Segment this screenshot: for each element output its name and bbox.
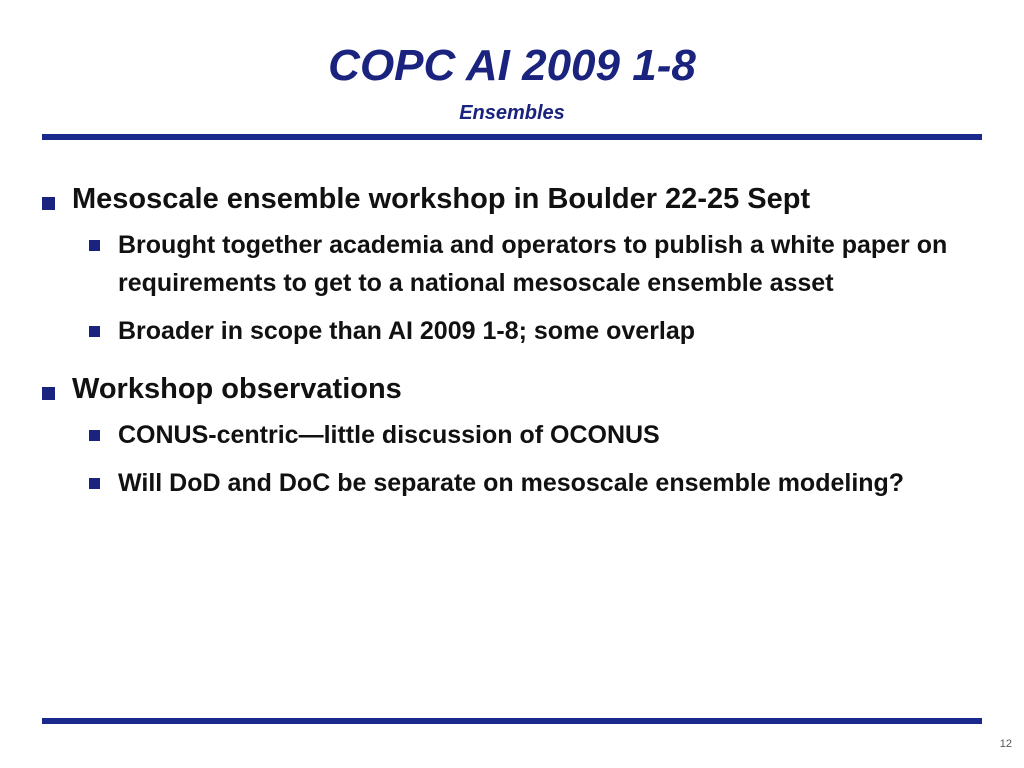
bullet-list: [40, 180, 970, 502]
bottom-divider: [42, 718, 982, 724]
page-number: 12: [999, 738, 1012, 750]
bullet-item: [40, 180, 970, 218]
slide-title: COPC AI 2009 1-8: [328, 41, 696, 90]
sub-bullet-item: [40, 226, 970, 302]
square-bullet-icon: [89, 326, 100, 337]
top-divider: [42, 134, 982, 140]
bullet-text: Workshop observations: [72, 373, 402, 405]
sub-bullet-text: Will DoD and DoC be separate on mesoscale ensemble modeling?: [118, 469, 905, 497]
sub-bullet-item: [40, 416, 970, 454]
square-bullet-icon: [42, 387, 55, 400]
square-bullet-icon: [89, 240, 100, 251]
square-bullet-icon: [89, 430, 100, 441]
square-bullet-icon: [42, 197, 55, 210]
sub-bullet-item: [40, 312, 970, 350]
square-bullet-icon: [89, 478, 100, 489]
slide-subtitle: Ensembles: [459, 102, 565, 124]
sub-bullet-text: CONUS-centric—little discussion of OCONUS: [118, 421, 660, 449]
bullet-text: Mesoscale ensemble workshop in Boulder 22-25 Sept: [72, 183, 811, 215]
sub-bullet-text: Brought together academia and operators to publish a white paper on requirements to get to a national mesoscale ensemble asset: [118, 231, 948, 297]
sub-bullet-item: [40, 464, 970, 502]
sub-bullet-text: Broader in scope than AI 2009 1-8; some overlap: [118, 317, 696, 345]
bullet-item: [40, 370, 970, 408]
